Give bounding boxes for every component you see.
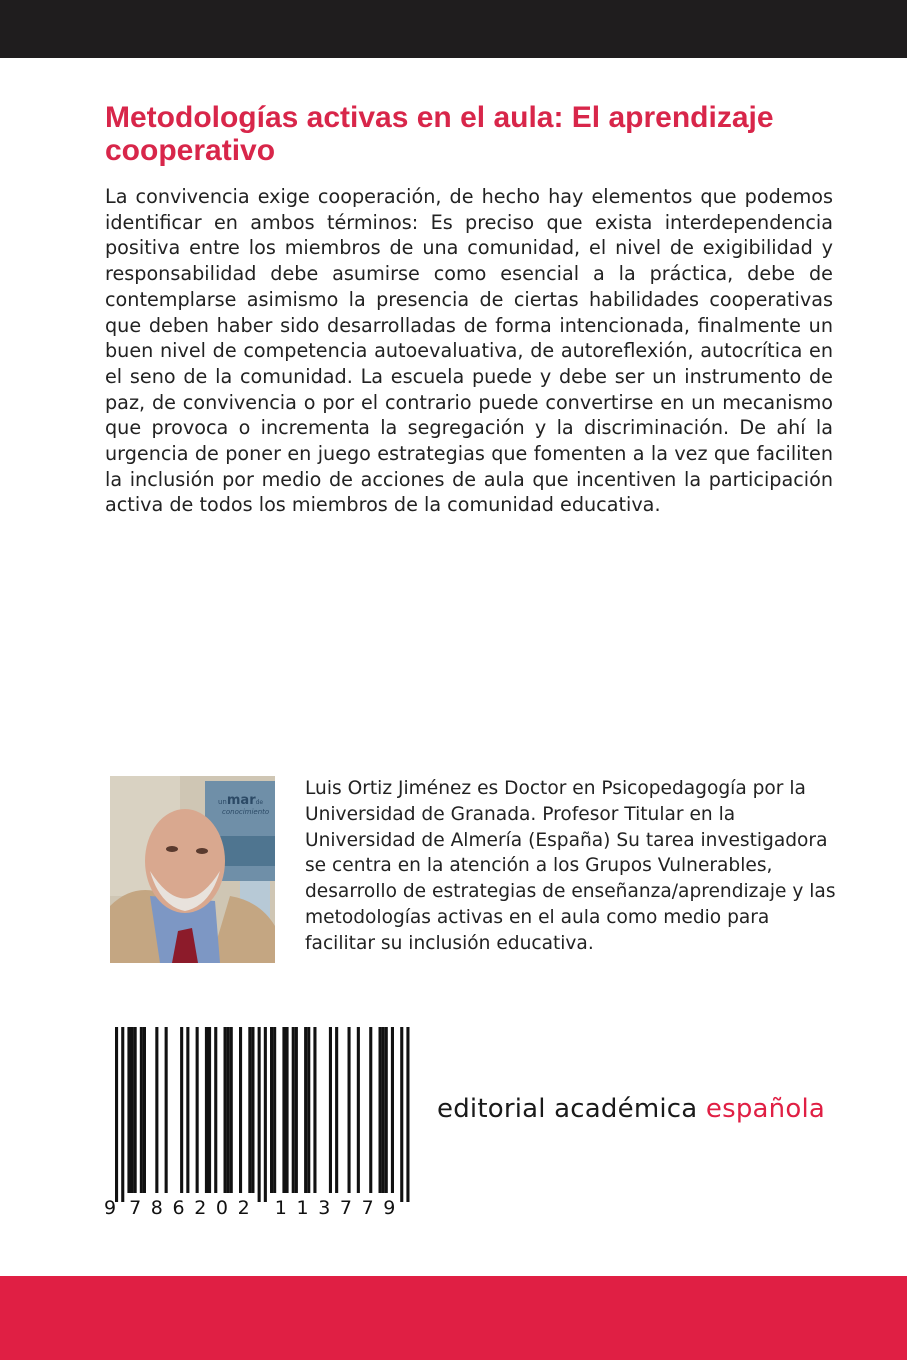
barcode-bar <box>382 1027 385 1193</box>
barcode-bar <box>131 1027 134 1193</box>
barcode-bar <box>406 1027 409 1202</box>
isbn-digit: 2 <box>237 1197 250 1219</box>
top-band <box>0 0 907 58</box>
isbn-digit: 6 <box>172 1197 185 1219</box>
barcode-bar <box>196 1027 199 1193</box>
barcode-bar <box>205 1027 208 1193</box>
isbn-digit: 7 <box>339 1197 352 1219</box>
isbn-digit: 7 <box>361 1197 374 1219</box>
isbn-digit: 1 <box>274 1197 287 1219</box>
barcode-bar <box>348 1027 351 1193</box>
barcode-bar <box>258 1027 261 1202</box>
barcode-bar <box>155 1027 158 1193</box>
isbn-digit: 9 <box>383 1197 396 1219</box>
isbn-digit: 7 <box>129 1197 142 1219</box>
isbn-digit: 1 <box>296 1197 309 1219</box>
publisher-name-accent: española <box>705 1094 825 1124</box>
barcode-bar <box>357 1027 360 1193</box>
barcode-bar <box>186 1027 189 1193</box>
barcode-bar <box>248 1027 251 1193</box>
publisher-logo <box>437 1094 825 1124</box>
bottom-band <box>0 1276 907 1360</box>
barcode-bar <box>282 1027 285 1193</box>
barcode-bar <box>230 1027 233 1193</box>
barcode-bar <box>140 1027 143 1193</box>
barcode-bar <box>180 1027 183 1193</box>
barcode-bar <box>400 1027 403 1202</box>
isbn-digit: 3 <box>318 1197 331 1219</box>
barcode-bar <box>239 1027 242 1193</box>
barcode-bar <box>115 1027 118 1202</box>
barcode-bar <box>307 1027 310 1193</box>
barcode-bar <box>270 1027 273 1193</box>
barcode-bar <box>335 1027 338 1193</box>
svg-text:conocimiento: conocimiento <box>222 808 270 816</box>
barcode-bar <box>214 1027 217 1193</box>
svg-text:unmarde: unmarde <box>218 793 264 808</box>
barcode-bar <box>329 1027 332 1193</box>
barcode-bar <box>264 1027 267 1202</box>
barcode-bar <box>295 1027 298 1193</box>
book-title: Metodologías activas en el aula: El aprendizaje cooperativo <box>105 101 774 167</box>
barcode-bar <box>127 1027 130 1193</box>
isbn-barcode <box>100 1020 420 1220</box>
barcode-bar <box>379 1027 382 1193</box>
author-photo <box>110 776 275 963</box>
barcode-bar <box>121 1027 124 1202</box>
barcode-bar <box>224 1027 227 1193</box>
isbn-digit: 8 <box>150 1197 163 1219</box>
barcode-bar <box>304 1027 307 1193</box>
barcode-bar <box>134 1027 137 1193</box>
publisher-name: editorial académica <box>437 1094 706 1124</box>
barcode-bar <box>286 1027 289 1193</box>
barcode-bar <box>208 1027 211 1193</box>
barcode-bar <box>251 1027 254 1193</box>
barcode-bar <box>292 1027 295 1193</box>
barcode-bar <box>227 1027 230 1193</box>
barcode-bar <box>143 1027 146 1193</box>
barcode-bar <box>273 1027 276 1193</box>
author-bio: Luis Ortiz Jiménez es Doctor en Psicopedagogía por la Universidad de Granada. Profesor Titular en la Universidad de Almería (España) Su tarea investigadora se centra en la atención a los Grupos Vulnerables, desarrollo de estrategias de enseñanza/aprendizaje y las metodologías activas en el aula como medio para facilitar su inclusión educativa. <box>305 778 836 954</box>
book-description: La convivencia exige cooperación, de hecho hay elementos que podemos identificar en ambos términos: Es preciso que exista interdependencia positiva entre los miembros de una comunidad, el nivel de exigibilidad y responsabilidad debe asumirse como esencial a la práctica, debe de contemplarse asimismo la presencia de ciertas habilidades cooperativas que deben haber sido desarrolladas de forma intencionada, finalmente un buen nivel de competencia autoevaluativa, de autoreflexión, autocrítica en el seno de la comunidad. La escuela puede y debe ser un instrumento de paz, de convivencia o por el contrario puede convertirse en un mecanismo que provoca o incrementa la segregación y la discriminación. De ahí la urgencia de poner en juego estrategias que fomenten a la vez que faciliten la inclusión por medio de acciones de aula que incentiven la participación activa de todos los miembros de la comunidad educativa. <box>105 185 833 517</box>
barcode-bar <box>385 1027 388 1193</box>
barcode-bar <box>369 1027 372 1193</box>
barcode-bar <box>391 1027 394 1193</box>
barcode-bar <box>313 1027 316 1193</box>
isbn-digit: 9 <box>104 1197 117 1219</box>
isbn-digit: 2 <box>194 1197 207 1219</box>
barcode-bar <box>165 1027 168 1193</box>
isbn-digit: 0 <box>215 1197 228 1219</box>
